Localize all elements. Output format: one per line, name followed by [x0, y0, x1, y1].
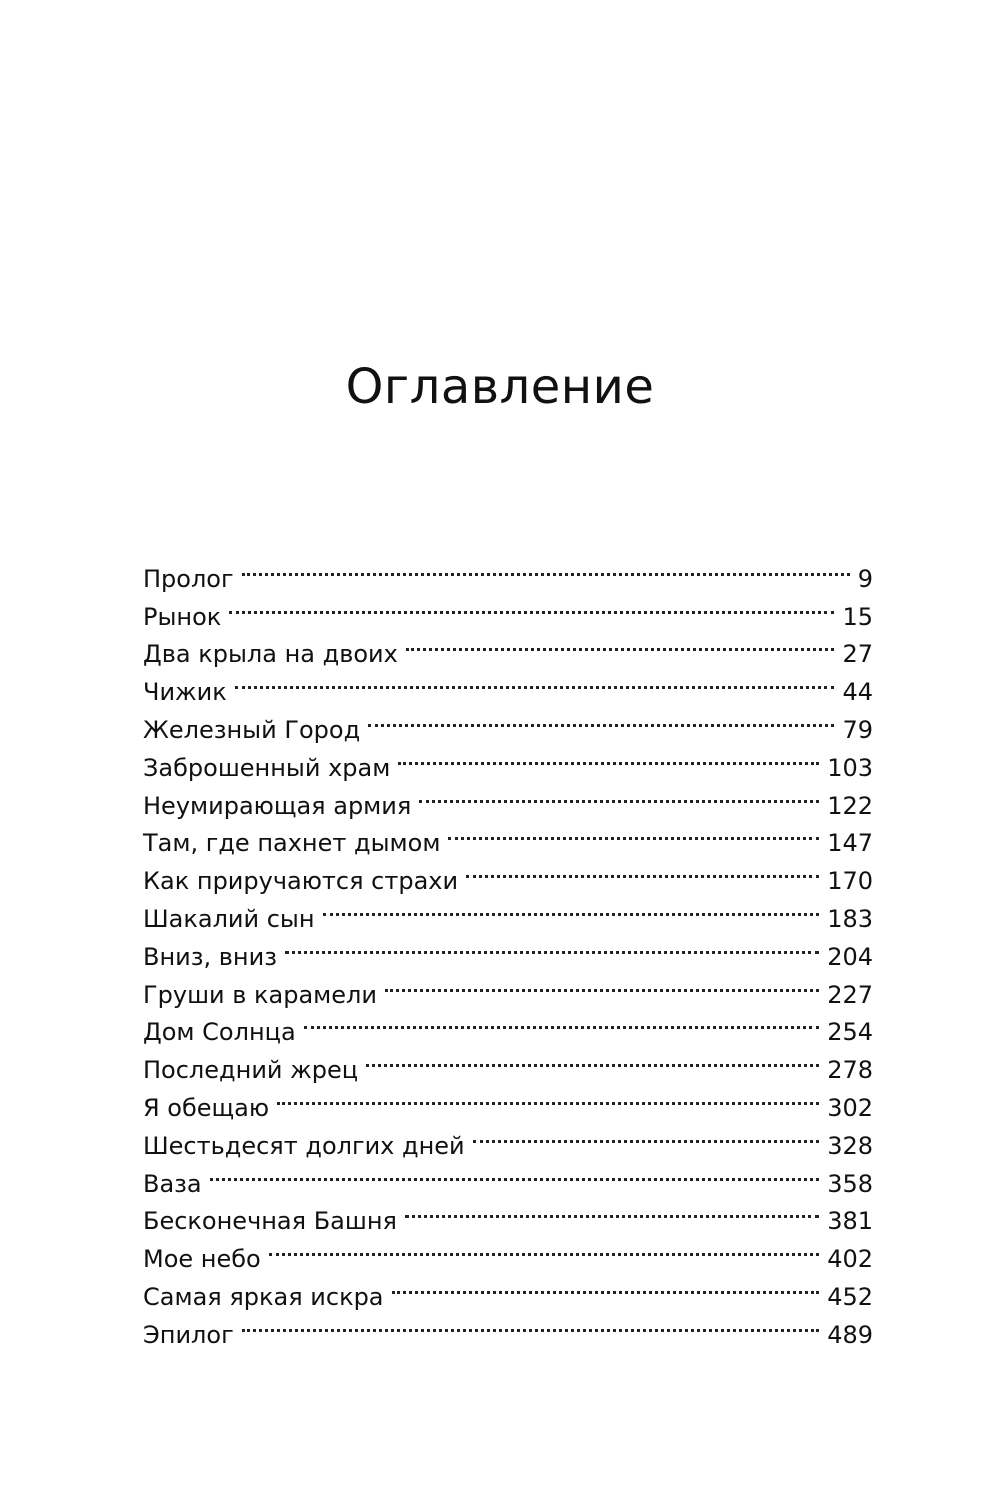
toc-entry-page: 27	[842, 640, 873, 669]
dot-leader	[401, 1192, 823, 1230]
dot-leader	[319, 889, 824, 927]
toc-entry	[143, 587, 873, 631]
toc-entry-title: Шакалий сын	[143, 904, 315, 933]
toc-entry	[143, 1305, 873, 1349]
dot-leader	[281, 927, 823, 965]
dot-leader	[265, 1229, 823, 1267]
dot-leader	[300, 1003, 824, 1041]
dot-leader	[388, 1267, 824, 1305]
dot-leader	[469, 1116, 824, 1154]
toc-entry-page: 204	[827, 942, 873, 971]
toc-entry-title: Груши в карамели	[143, 980, 377, 1009]
dot-leader	[273, 1078, 823, 1116]
toc-entry-title: Эпилог	[143, 1320, 234, 1349]
toc-entry-title: Неумирающая армия	[143, 791, 412, 820]
toc-entry	[143, 1154, 873, 1198]
toc-entry-title: Мое небо	[143, 1245, 261, 1274]
toc-entry-page: 103	[827, 753, 873, 782]
dot-leader	[238, 1305, 824, 1343]
toc-entry	[143, 662, 873, 707]
toc-entry-title: Как приручаются страхи	[143, 867, 459, 896]
toc-entry-title: Железный Город	[143, 715, 361, 744]
dot-leader	[206, 1154, 824, 1192]
dot-leader	[444, 814, 823, 852]
dot-leader	[402, 625, 839, 663]
toc-entry-title: Два крыла на двоих	[143, 640, 398, 669]
toc-entry-title: Пролог	[143, 564, 234, 593]
table-of-contents	[143, 549, 873, 1349]
toc-entry-page: 170	[827, 867, 873, 896]
toc-entry-page: 452	[827, 1282, 873, 1311]
dot-leader	[238, 549, 854, 587]
toc-entry-title: Ваза	[143, 1169, 202, 1198]
toc-entry-title: Там, где пахнет дымом	[143, 829, 441, 858]
page-title: Оглавление	[345, 359, 655, 415]
toc-entry-page: 381	[827, 1207, 873, 1236]
toc-entry-page: 15	[842, 602, 873, 631]
dot-leader	[415, 776, 823, 814]
dot-leader	[394, 738, 823, 776]
toc-entry-page: 402	[827, 1245, 873, 1274]
toc-entry-title: Чижик	[143, 678, 227, 707]
toc-entry-title: Рынок	[143, 602, 222, 631]
toc-entry-title: Бесконечная Башня	[143, 1207, 397, 1236]
toc-entry-title: Я обещаю	[143, 1093, 270, 1122]
toc-entry-title: Дом Солнца	[143, 1018, 296, 1047]
toc-entry-title: Шестьдесят долгих дней	[143, 1131, 465, 1160]
dot-leader	[364, 700, 838, 738]
dot-leader	[381, 965, 823, 1003]
toc-entry-page: 278	[827, 1056, 873, 1085]
toc-entry-page: 227	[827, 980, 873, 1009]
dot-leader	[362, 1040, 823, 1078]
toc-entry-page: 489	[827, 1320, 873, 1349]
toc-entry-page: 44	[842, 678, 873, 707]
toc-entry-title: Вниз, вниз	[143, 942, 277, 971]
toc-entry-title: Самая яркая искра	[143, 1282, 384, 1311]
toc-entry-page: 328	[827, 1131, 873, 1160]
dot-leader	[462, 851, 823, 889]
toc-entry-title: Последний жрец	[143, 1056, 359, 1085]
toc-entry-page: 358	[827, 1169, 873, 1198]
toc-entry-page: 183	[827, 904, 873, 933]
toc-entry	[143, 700, 873, 744]
toc-entry-page: 79	[842, 715, 873, 744]
toc-entry	[143, 1192, 873, 1236]
toc-entry-page: 122	[827, 791, 873, 820]
toc-entry-page: 9	[857, 564, 873, 593]
dot-leader	[231, 662, 839, 700]
toc-entry-page: 302	[827, 1093, 873, 1122]
toc-entry-page: 147	[827, 829, 873, 858]
toc-entry	[143, 549, 873, 593]
dot-leader	[225, 587, 838, 625]
toc-entry	[143, 625, 873, 669]
toc-entry-title: Заброшенный храм	[143, 753, 391, 782]
toc-entry-page: 254	[827, 1018, 873, 1047]
